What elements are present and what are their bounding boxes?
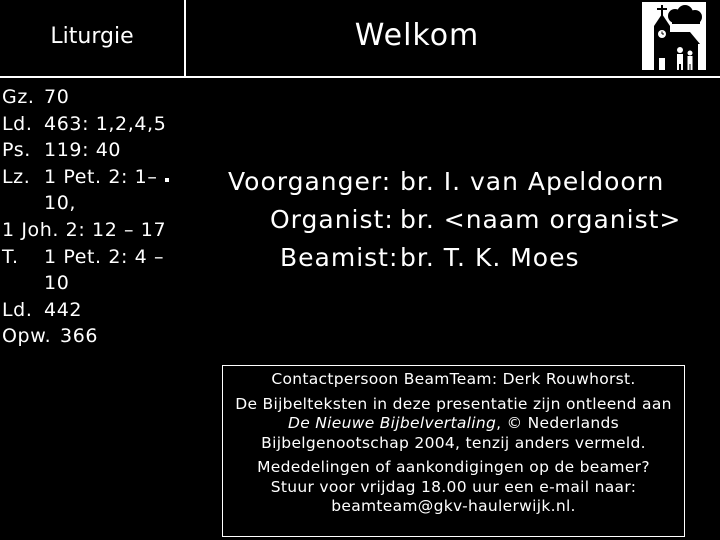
liturgy-label: Lz. (2, 165, 31, 188)
liturgy-text: 463: 1,2,4,5 (44, 112, 167, 135)
announce-line-2: Stuur voor vrijdag 18.00 uur een e-mail naar: (270, 477, 637, 496)
liturgy-text: 119: 40 (44, 139, 122, 162)
role-label: Beamist: (280, 243, 399, 272)
liturgy-label: Ld. (2, 298, 33, 321)
list-item (2, 164, 186, 191)
liturgy-text: 70 (44, 86, 70, 108)
liturgy-label: Ps. (2, 139, 31, 162)
liturgy-label: T. (2, 245, 19, 268)
liturgy-text: 1 Pet. 2: 1– (44, 165, 158, 188)
liturgy-label: Gz. (2, 86, 35, 108)
list-item (2, 111, 186, 138)
page-title: Welkom (354, 18, 480, 53)
liturgy-text: 1 Joh. 2: 12 – 17 (2, 218, 167, 241)
list-item (2, 323, 186, 350)
list-item (2, 84, 186, 111)
announce-line-1: Mededelingen of aankondigingen op de beamer? (257, 458, 650, 476)
bible-notice-post: , © Nederlands Bijbelgenootschap 2004, tenzij anders vermeld. (261, 414, 646, 452)
list-item (2, 137, 186, 164)
list-item (2, 297, 186, 324)
list-item (2, 270, 186, 297)
contact-person: Contactpersoon BeamTeam: Derk Rouwhorst. (271, 370, 636, 388)
bible-notice-pre: De Bijbelteksten in deze presentatie zijn ontleend aan (235, 394, 672, 413)
role-label: Voorganger: (228, 167, 392, 196)
liturgy-text: 442 (44, 298, 83, 321)
bible-title: De Nieuwe Bijbelvertaling (287, 414, 497, 432)
list-item (2, 244, 186, 271)
role-value: br. <naam organist> (400, 205, 682, 234)
liturgy-list (2, 84, 186, 350)
stray-mark (165, 178, 169, 182)
liturgy-label: Opw. (2, 325, 52, 348)
liturgy-text: 1 Pet. 2: 4 – (44, 245, 165, 268)
contact-info-box (222, 365, 685, 537)
list-item (2, 190, 186, 217)
role-beamist (186, 240, 720, 278)
church-family-logo-icon (642, 2, 706, 74)
service-roles (186, 164, 720, 278)
liturgy-text: 10, (44, 192, 77, 215)
liturgy-label: Ld. (2, 112, 33, 135)
contact-email: beamteam@gkv-haulerwijk.nl. (331, 497, 576, 515)
role-value: br. I. van Apeldoorn (400, 167, 665, 196)
liturgy-text: 10 (44, 272, 70, 295)
role-label: Organist: (270, 205, 394, 234)
role-organist (186, 202, 720, 240)
liturgy-text: 366 (60, 325, 99, 348)
role-value: br. T. K. Moes (400, 243, 580, 272)
announcement-notice (223, 458, 684, 517)
sidebar-title: Liturgie (50, 24, 134, 49)
role-voorganger (186, 164, 720, 202)
header-horizontal-divider (0, 76, 720, 78)
list-item (2, 217, 186, 244)
bible-notice (223, 395, 684, 454)
